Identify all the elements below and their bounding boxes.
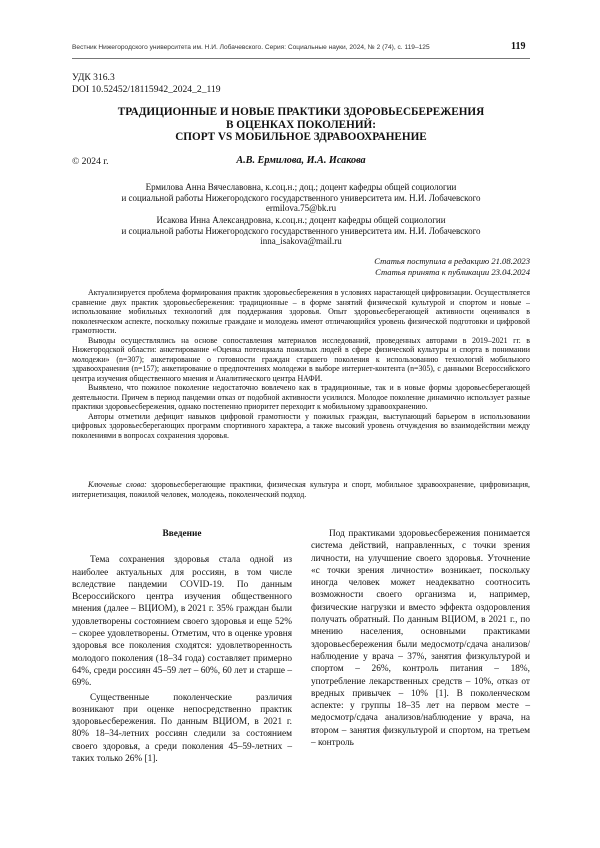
title-line: В ОЦЕНКАХ ПОКОЛЕНИЙ:	[226, 118, 376, 131]
doi: DOI 10.52452/18115942_2024_2_119	[72, 84, 221, 95]
author-line: и социальной работы Нижегородского государственного университета им. Н.И. Лобачевского	[121, 192, 481, 203]
copyright: © 2024 г.	[72, 156, 109, 167]
udc-code: УДК 316.3	[72, 72, 115, 83]
section-heading: Введение	[162, 529, 202, 539]
author-email[interactable]: ermilova.75@bk.ru	[265, 203, 337, 214]
abstract-paragraph: Авторы отметили дефицит навыков цифровой грамотности у пожилых граждан, выступающий барьером в использовании цифровых здоровьесберегающих программ спортивного характера, а также высокий уровень отчуждения во взаимодействии между поколениями в вопросах сохранения здоровья.	[72, 411, 530, 440]
right-column	[311, 528, 530, 749]
abstract-paragraph: Актуализируется проблема формирования практик здоровьесбережения в условиях нарастающей цифровизации. Осуществляется сравнение двух практик здоровьесбережения: традиционные – в форме занятий физической культурой и спортом и новые – использование мобильных технологий для поддержания здоровья. Опыт здоровьесберегающей активности оценивался в поколенческом аспекте, поскольку пожилые граждане и молодежь имеют отличающийся уровень физической подготовки и цифровой грамотности.	[72, 288, 530, 335]
author-email[interactable]: inna_isakova@mail.ru	[260, 236, 342, 247]
article-dates	[72, 256, 530, 277]
body-paragraph: Существенные поколенческие различия возникают при оценке непосредственно практик здоровьесбережения. По данным ВЦИОМ, в 2021 г. 80% 18–34-летних россиян следили за состоянием своего здоровья, а среди поколения 45–59-летних – таких только 26% [1].	[72, 692, 292, 765]
body-paragraph: Тема сохранения здоровья стала одной из наиболее актуальных для россиян, в том числе вследствие пандемии COVID-19. По данным Всероссийского центра изучения общественного мнения (далее – ВЦИОМ), в 2021 г. 35% граждан были удовлетворены состоянием своего здоровья и еще 52% – скорее удовлетворены. Отметим, что в оценке уровня здоровья все поколения сходятся: удовлетворенность молодого поколения (18–34 года) составляет примерно 64%, среди россиян 45–59 лет – 60%, 60 лет и старше – 69%.	[72, 555, 292, 689]
author-line: и социальной работы Нижегородского государственного университета им. Н.И. Лобачевского	[121, 225, 481, 236]
abstract-paragraph: Выводы осуществлялись на основе сопоставления материалов исследований, проведенных авторами в 2019–2021 гг. в Нижегородской области: анкетирование «Оценка потенциала пожилых людей в сфере физической культуры и спорта в понимании молодежи» (n=307); анкетирование о готовности граждан старшего поколения к использованию технологий мобильного здравоохранения (n=157); анкетирование о предпочтениях молодежи в выборе интернет-контента (n=305), с данными Всероссийского центра изучения общественного мнения и Аналитического центра НАФИ.	[72, 335, 530, 383]
abstract	[72, 288, 530, 440]
title-line: СПОРТ VS МОБИЛЬНОЕ ЗДРАВООХРАНЕНИЕ	[175, 131, 427, 143]
running-head: Вестник Нижегородского университета им. Н.И. Лобачевского. Серия: Социальные науки, 2024, № 2 (74), с. 119–125	[72, 44, 430, 51]
accepted-date: Статья принята к публикации 23.04.2024	[375, 266, 530, 277]
article-title	[72, 106, 530, 144]
abstract-paragraph: Выявлено, что пожилое поколение недостаточно вовлечено как в традиционные, так и в новые формы здоровьесберегающей деятельности. Причем в период пандемии отказ от подобной активности усилился. Молодое поколение динамично использует разные практики здоровьесбережения, однако постепенно приоритет переходит к мобильному здравоохранению.	[72, 383, 530, 411]
author-details-2	[72, 215, 530, 247]
keywords	[72, 480, 530, 499]
author-details-1	[72, 182, 530, 214]
body-paragraph: Под практиками здоровьесбережения понимается система действий, направленных, с точки зрения личности, на улучшение своего здоровья. Уточнение «с точки зрения личности» возникает, поскольку иногда человек может неадекватно соотносить возможности своего организма и, например, физические нагрузки и вместо эффекта оздоровления получать обратный. По данным ВЦИОМ, в 2021 г., по мнению населения, основными практиками здоровьесбережения были медосмотр/сдача анализов/наблюдение у врача – 37%, занятия физкультурой и спортом – 26%, контроль питания – 18%, употребление лекарственных средств – 10%, отказ от вредных привычек – 10% [1]. В поколенческом аспекте: у группы 18–35 лет на первом месте – медосмотр/сдача анализов/наблюдение у врача, на втором – занятия физкультурой и спортом, на третьем – контроль	[311, 529, 530, 749]
author-line: Исакова Инна Александровна, к.соц.н.; доцент кафедры общей социологии	[156, 215, 446, 225]
author-line: Ермилова Анна Вячеславовна, к.соц.н.; доц.; доцент кафедры общей социологии	[145, 182, 457, 192]
title-line: ТРАДИЦИОННЫЕ И НОВЫЕ ПРАКТИКИ ЗДОРОВЬЕСБЕРЕЖЕНИЯ	[117, 106, 485, 118]
keywords-label: Ключевые слова:	[88, 480, 147, 489]
page-number: 119	[511, 41, 526, 52]
header-rule	[72, 58, 530, 59]
authors-line: А.В. Ермилова, И.А. Исакова	[236, 155, 366, 166]
received-date: Статья поступила в редакцию 21.08.2023	[374, 256, 530, 266]
left-column	[72, 528, 292, 765]
keywords-text: здоровьесберегающие практики, физическая культура и спорт, мобильное здравоохранение, цифровизация, интернетизация, пожилой человек, молодежь, поколенческий подход.	[72, 480, 530, 499]
